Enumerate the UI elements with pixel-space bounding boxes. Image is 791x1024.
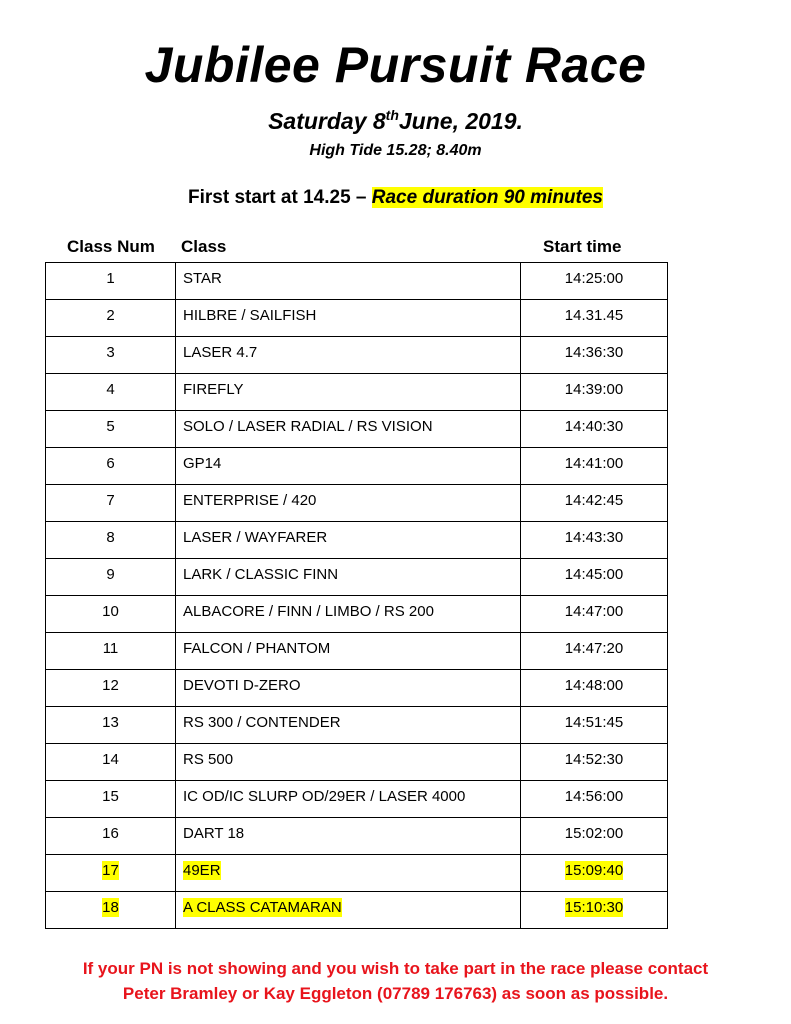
start-time-cell <box>521 818 668 855</box>
class-num-cell-text: 8 <box>106 529 115 546</box>
table-row <box>46 263 668 300</box>
class-num-cell-text: 6 <box>106 455 115 472</box>
class-num-cell-text: 17 <box>102 862 119 879</box>
start-time-cell-text: 14.31.45 <box>564 307 624 324</box>
start-time-cell-text: 14:39:00 <box>564 381 624 398</box>
start-time-cell <box>521 559 668 596</box>
class-name-cell <box>176 300 521 337</box>
class-num-cell-text: 3 <box>106 344 115 361</box>
class-name-cell-text: ENTERPRISE / 420 <box>183 492 317 509</box>
class-name-cell-text: A CLASS CATAMARAN <box>183 899 342 916</box>
start-time-cell <box>521 707 668 744</box>
start-time-cell <box>521 374 668 411</box>
class-name-cell-text: IC OD/IC SLURP OD/29ER / LASER 4000 <box>183 788 466 805</box>
table-row <box>46 374 668 411</box>
race-duration-highlight: Race duration 90 minutes <box>371 187 603 208</box>
class-num-cell-text: 15 <box>102 788 119 805</box>
class-name-cell-text: RS 300 / CONTENDER <box>183 714 341 731</box>
start-time-cell-text: 14:47:00 <box>564 603 624 620</box>
class-num-cell <box>46 263 176 300</box>
class-num-cell-text: 14 <box>102 751 119 768</box>
class-num-cell <box>46 744 176 781</box>
class-name-cell <box>176 596 521 633</box>
class-num-cell-text: 12 <box>102 677 119 694</box>
class-name-cell-text: FALCON / PHANTOM <box>183 640 331 657</box>
contact-notice <box>0 956 791 1006</box>
class-num-cell-text: 7 <box>106 492 115 509</box>
class-name-cell <box>176 670 521 707</box>
class-num-cell-text: 16 <box>102 825 119 842</box>
contact-notice-line-1: If your PN is not showing and you wish to take part in the race please contact <box>82 959 709 978</box>
class-name-cell-text: LARK / CLASSIC FINN <box>183 566 339 583</box>
class-name-cell <box>176 448 521 485</box>
start-info <box>0 187 791 209</box>
start-time-cell <box>521 855 668 892</box>
class-name-cell-text: RS 500 <box>183 751 234 768</box>
start-time-cell <box>521 263 668 300</box>
class-name-cell-text: LASER 4.7 <box>183 344 258 361</box>
start-time-cell-text: 14:47:20 <box>564 640 624 657</box>
start-time-cell <box>521 744 668 781</box>
class-num-cell <box>46 781 176 818</box>
table-row <box>46 448 668 485</box>
start-time-cell-text: 14:45:00 <box>564 566 624 583</box>
start-times-table <box>45 262 668 929</box>
table-row <box>46 337 668 374</box>
date-prefix: Saturday 8 <box>268 108 386 134</box>
table-row <box>46 781 668 818</box>
table-row <box>46 300 668 337</box>
start-time-cell-text: 14:25:00 <box>564 270 624 287</box>
race-date <box>0 108 791 135</box>
class-num-cell-text: 11 <box>102 640 119 657</box>
class-name-cell <box>176 744 521 781</box>
class-name-cell-text: HILBRE / SAILFISH <box>183 307 317 324</box>
start-time-cell-text: 15:02:00 <box>564 825 624 842</box>
class-num-cell <box>46 559 176 596</box>
table-row <box>46 596 668 633</box>
start-time-cell <box>521 448 668 485</box>
class-num-cell <box>46 707 176 744</box>
start-time-cell-text: 14:51:45 <box>564 714 624 731</box>
class-num-cell-text: 13 <box>102 714 119 731</box>
class-num-cell-text: 4 <box>106 381 115 398</box>
start-time-cell <box>521 485 668 522</box>
high-tide-info: High Tide 15.28; 8.40m <box>309 142 482 159</box>
start-time-cell-text: 14:40:30 <box>564 418 624 435</box>
start-time-cell-text: 14:48:00 <box>564 677 624 694</box>
page-title: Jubilee Pursuit Race <box>144 37 647 93</box>
table-row <box>46 411 668 448</box>
class-name-cell-text: STAR <box>183 270 222 287</box>
table-row <box>46 744 668 781</box>
class-num-cell-text: 10 <box>102 603 119 620</box>
class-name-cell-text: 49ER <box>183 862 221 879</box>
class-num-cell <box>46 485 176 522</box>
class-num-cell-text: 9 <box>106 566 115 583</box>
start-time-cell <box>521 337 668 374</box>
class-name-cell <box>176 485 521 522</box>
column-header-class: Class <box>181 237 227 256</box>
class-name-cell <box>176 374 521 411</box>
start-time-cell <box>521 892 668 929</box>
contact-notice-line-2: Peter Bramley or Kay Eggleton (07789 176763) as soon as possible. <box>122 984 669 1003</box>
class-name-cell-text: DEVOTI D-ZERO <box>183 677 301 694</box>
class-name-cell-text: ALBACORE / FINN / LIMBO / RS 200 <box>183 603 434 620</box>
class-num-cell <box>46 596 176 633</box>
column-header-class-num: Class Num <box>67 237 155 256</box>
class-num-cell <box>46 670 176 707</box>
first-start-text: First start at 14.25 – <box>188 187 372 208</box>
class-num-cell <box>46 818 176 855</box>
class-num-cell <box>46 855 176 892</box>
start-time-cell <box>521 781 668 818</box>
class-num-cell <box>46 411 176 448</box>
start-time-cell-text: 14:42:45 <box>564 492 624 509</box>
class-name-cell <box>176 855 521 892</box>
table-row <box>46 633 668 670</box>
class-name-cell <box>176 411 521 448</box>
class-name-cell-text: DART 18 <box>183 825 245 842</box>
table-row <box>46 818 668 855</box>
table-row <box>46 855 668 892</box>
class-num-cell <box>46 892 176 929</box>
class-num-cell <box>46 448 176 485</box>
class-name-cell-text: FIREFLY <box>183 381 244 398</box>
class-name-cell <box>176 781 521 818</box>
class-name-cell <box>176 892 521 929</box>
class-name-cell <box>176 522 521 559</box>
column-header-start-time: Start time <box>543 237 622 256</box>
start-time-cell-text: 14:36:30 <box>564 344 624 361</box>
table-row <box>46 707 668 744</box>
class-name-cell-text: LASER / WAYFARER <box>183 529 328 546</box>
date-suffix: June, 2019. <box>398 108 523 134</box>
class-num-cell <box>46 522 176 559</box>
table-row <box>46 559 668 596</box>
class-name-cell-text: GP14 <box>183 455 222 472</box>
class-num-cell <box>46 633 176 670</box>
class-num-cell-text: 5 <box>106 418 115 435</box>
class-num-cell <box>46 300 176 337</box>
start-time-cell <box>521 411 668 448</box>
start-time-cell-text: 14:52:30 <box>564 751 624 768</box>
table-row <box>46 892 668 929</box>
start-time-cell-text: 15:10:30 <box>564 899 624 916</box>
class-name-cell <box>176 818 521 855</box>
table-row <box>46 485 668 522</box>
date-ordinal: th <box>385 107 399 123</box>
start-time-cell-text: 14:56:00 <box>564 788 624 805</box>
start-time-cell <box>521 522 668 559</box>
start-time-cell-text: 14:43:30 <box>564 529 624 546</box>
class-num-cell <box>46 337 176 374</box>
start-time-cell-text: 14:41:00 <box>564 455 624 472</box>
class-num-cell <box>46 374 176 411</box>
start-time-cell <box>521 633 668 670</box>
class-name-cell <box>176 559 521 596</box>
class-name-cell <box>176 707 521 744</box>
class-name-cell <box>176 263 521 300</box>
start-time-cell <box>521 670 668 707</box>
class-num-cell-text: 18 <box>102 899 119 916</box>
table-row <box>46 522 668 559</box>
start-time-cell <box>521 300 668 337</box>
start-time-cell-text: 15:09:40 <box>564 862 624 879</box>
start-time-cell <box>521 596 668 633</box>
class-name-cell <box>176 633 521 670</box>
class-name-cell-text: SOLO / LASER RADIAL / RS VISION <box>183 418 433 435</box>
class-name-cell <box>176 337 521 374</box>
class-num-cell-text: 1 <box>106 270 115 287</box>
class-num-cell-text: 2 <box>106 307 115 324</box>
table-row <box>46 670 668 707</box>
